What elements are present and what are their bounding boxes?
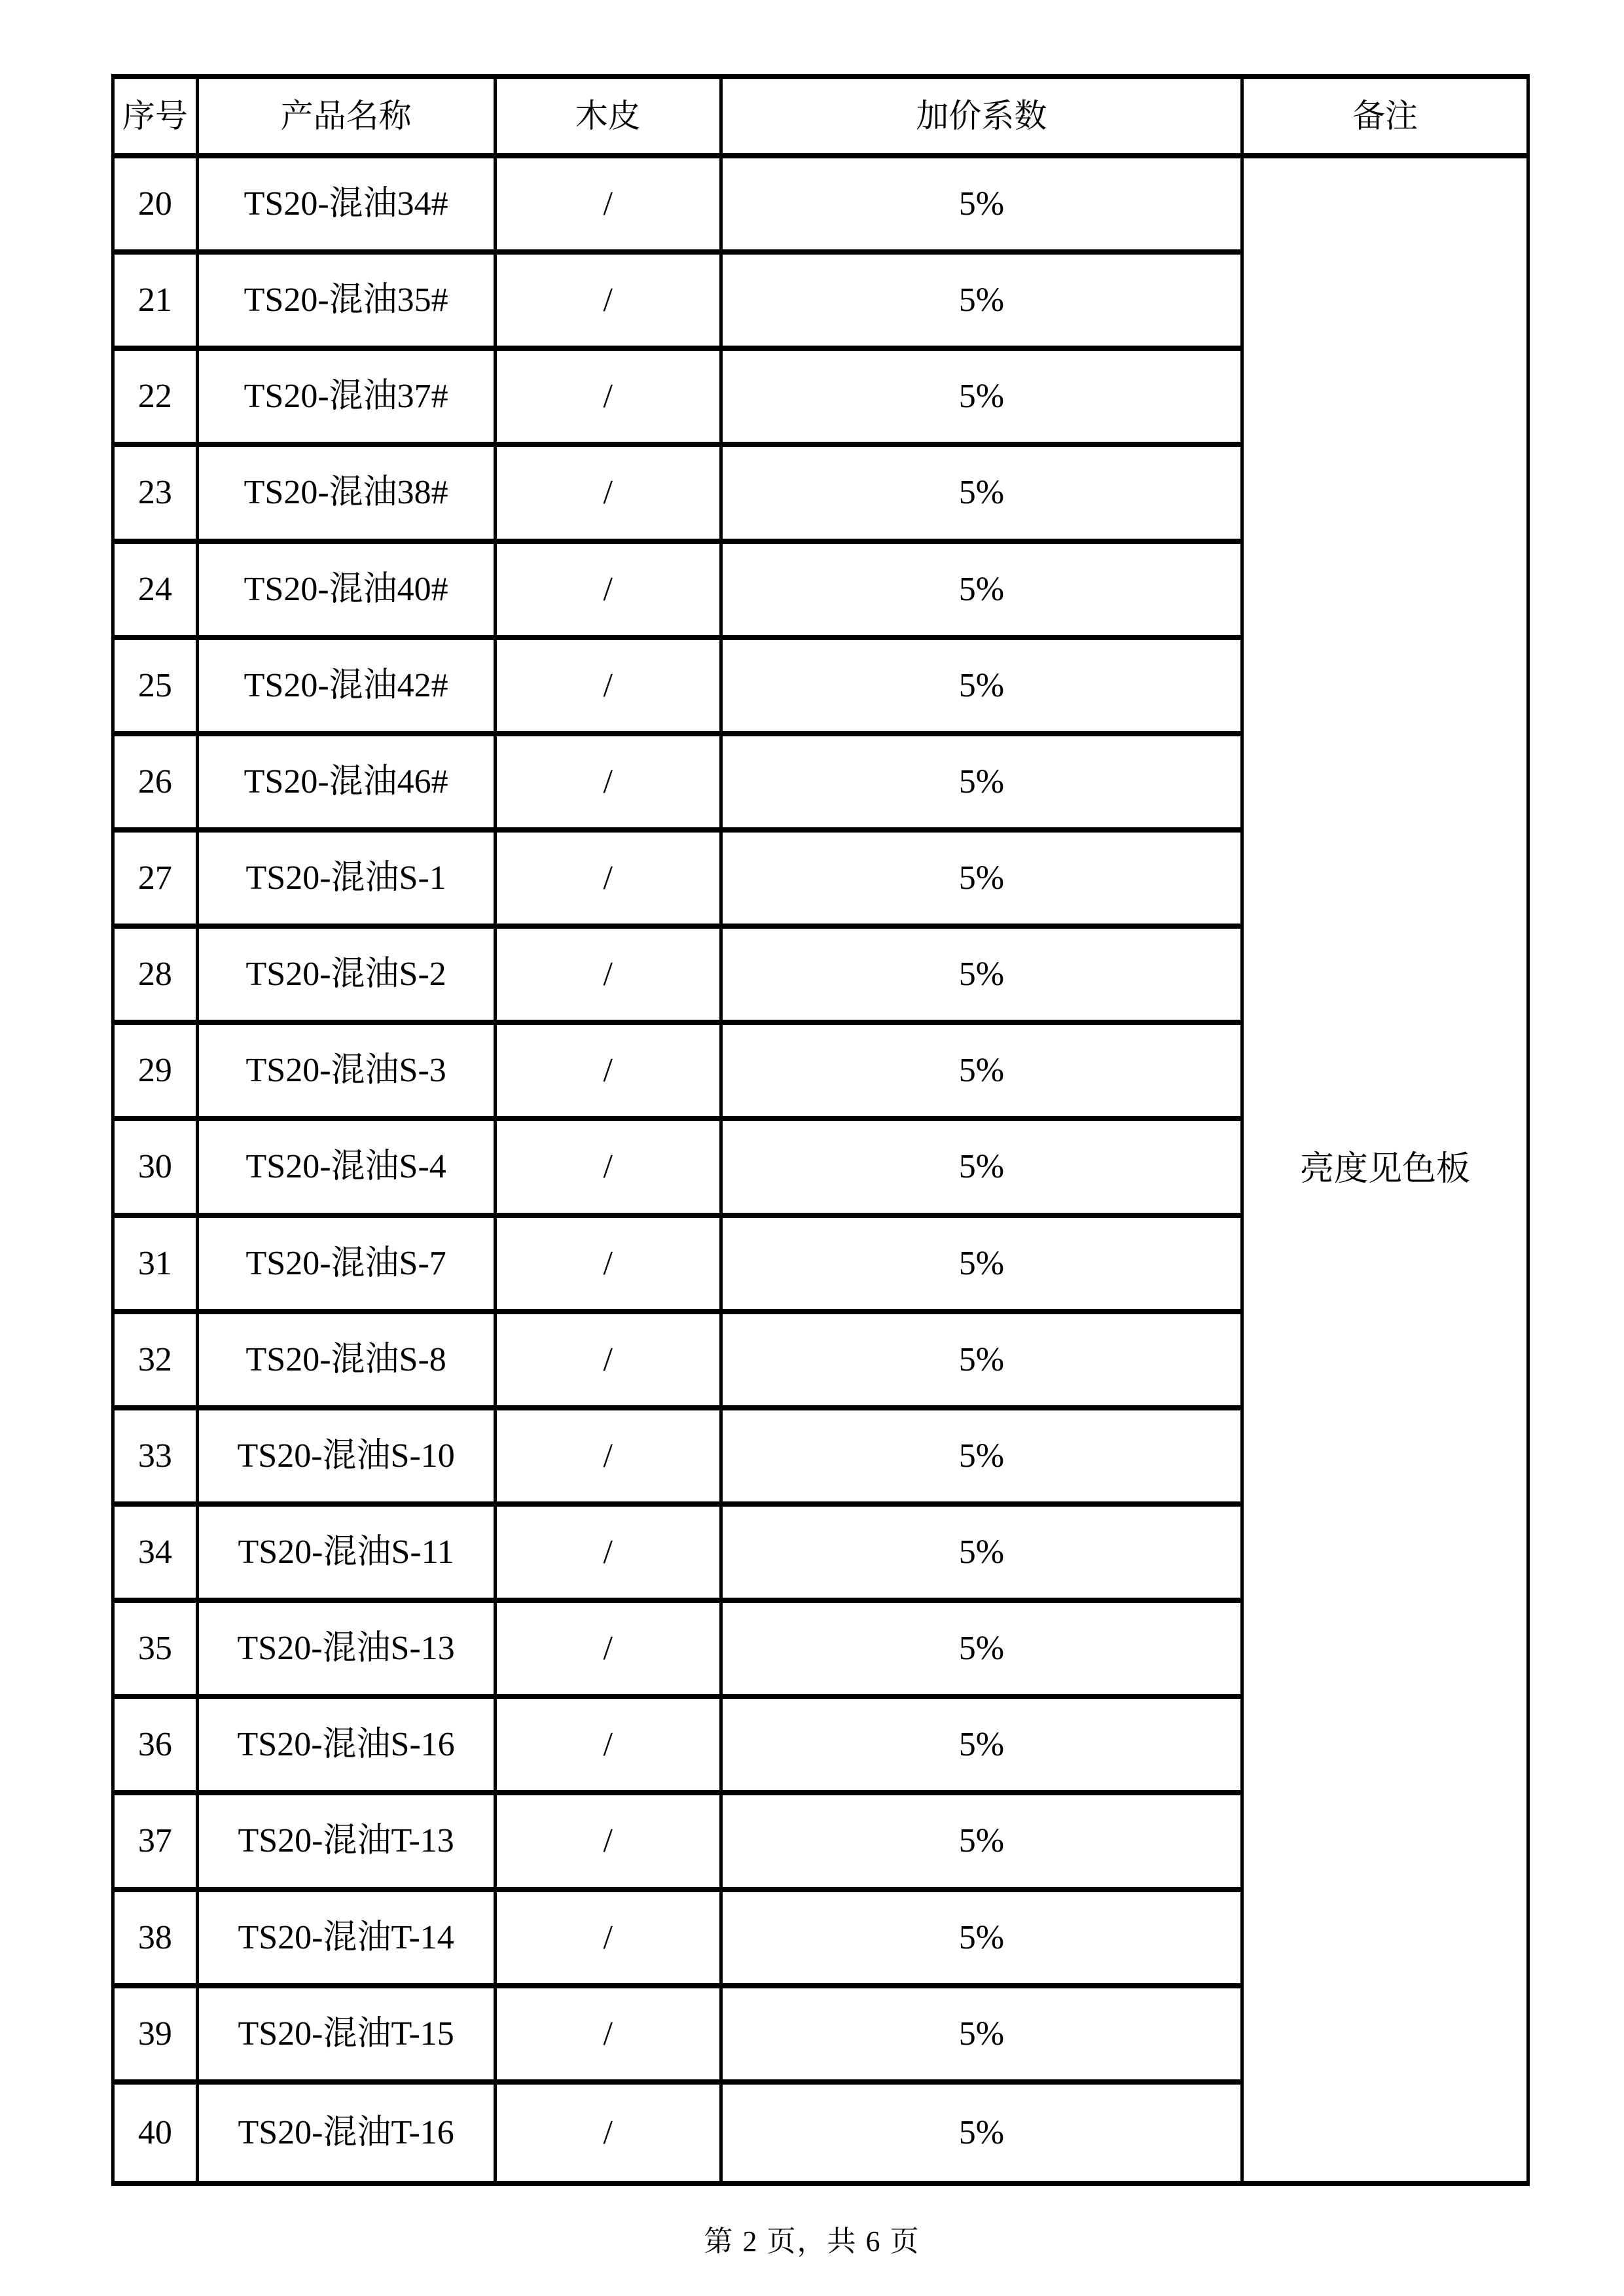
markup-cell: 5%	[723, 1892, 1244, 1988]
row-no-cell: 40	[115, 2085, 199, 2181]
markup-cell: 5%	[723, 1699, 1244, 1795]
product-name-cell: TS20-混油37#	[199, 351, 497, 447]
veneer-cell: /	[497, 1507, 723, 1603]
product-name-cell: TS20-混油S-1	[199, 833, 497, 929]
markup-cell: 5%	[723, 1121, 1244, 1217]
veneer-cell: /	[497, 833, 723, 929]
veneer-cell: /	[497, 1218, 723, 1314]
row-no-cell: 23	[115, 447, 199, 543]
col-header-index: 序号	[115, 79, 199, 158]
markup-cell: 5%	[723, 929, 1244, 1025]
row-no-cell: 27	[115, 833, 199, 929]
col-header-product-name: 产品名称	[199, 79, 497, 158]
col-header-remark: 备注	[1244, 79, 1526, 158]
row-no-cell: 34	[115, 1507, 199, 1603]
product-name-cell: TS20-混油S-3	[199, 1025, 497, 1121]
markup-cell: 5%	[723, 1795, 1244, 1892]
product-name-cell: TS20-混油35#	[199, 255, 497, 351]
veneer-cell: /	[497, 1121, 723, 1217]
product-name-cell: TS20-混油S-8	[199, 1314, 497, 1410]
markup-cell: 5%	[723, 158, 1244, 255]
veneer-cell: /	[497, 255, 723, 351]
markup-cell: 5%	[723, 1603, 1244, 1699]
markup-cell: 5%	[723, 833, 1244, 929]
product-name-cell: TS20-混油46#	[199, 736, 497, 833]
col-header-markup-factor: 加价系数	[723, 79, 1244, 158]
veneer-cell: /	[497, 640, 723, 736]
col-header-veneer: 木皮	[497, 79, 723, 158]
product-name-cell: TS20-混油42#	[199, 640, 497, 736]
row-no-cell: 22	[115, 351, 199, 447]
product-name-cell: TS20-混油T-13	[199, 1795, 497, 1892]
markup-cell: 5%	[723, 1218, 1244, 1314]
row-no-cell: 21	[115, 255, 199, 351]
price-table	[111, 74, 1530, 2186]
row-no-cell: 35	[115, 1603, 199, 1699]
veneer-cell: /	[497, 929, 723, 1025]
product-name-cell: TS20-混油38#	[199, 447, 497, 543]
product-name-cell: TS20-混油40#	[199, 544, 497, 640]
row-no-cell: 20	[115, 158, 199, 255]
row-no-cell: 32	[115, 1314, 199, 1410]
row-no-cell: 33	[115, 1410, 199, 1507]
markup-cell: 5%	[723, 447, 1244, 543]
veneer-cell: /	[497, 1314, 723, 1410]
markup-cell: 5%	[723, 1410, 1244, 1507]
veneer-cell: /	[497, 1795, 723, 1892]
row-no-cell: 39	[115, 1988, 199, 2085]
product-name-cell: TS20-混油T-14	[199, 1892, 497, 1988]
markup-cell: 5%	[723, 255, 1244, 351]
row-no-cell: 29	[115, 1025, 199, 1121]
row-no-cell: 36	[115, 1699, 199, 1795]
row-no-cell: 25	[115, 640, 199, 736]
markup-cell: 5%	[723, 351, 1244, 447]
product-name-cell: TS20-混油T-15	[199, 1988, 497, 2085]
veneer-cell: /	[497, 447, 723, 543]
row-no-cell: 37	[115, 1795, 199, 1892]
markup-cell: 5%	[723, 736, 1244, 833]
product-name-cell: TS20-混油S-10	[199, 1410, 497, 1507]
product-name-cell: TS20-混油S-16	[199, 1699, 497, 1795]
markup-cell: 5%	[723, 544, 1244, 640]
veneer-cell: /	[497, 736, 723, 833]
markup-cell: 5%	[723, 1507, 1244, 1603]
row-no-cell: 28	[115, 929, 199, 1025]
product-name-cell: TS20-混油S-11	[199, 1507, 497, 1603]
product-name-cell: TS20-混油S-13	[199, 1603, 497, 1699]
markup-cell: 5%	[723, 1314, 1244, 1410]
veneer-cell: /	[497, 1603, 723, 1699]
markup-cell: 5%	[723, 640, 1244, 736]
veneer-cell: /	[497, 1410, 723, 1507]
page-footer: 第 2 页，共 6 页	[704, 2225, 920, 2257]
veneer-cell: /	[497, 1025, 723, 1121]
markup-cell: 5%	[723, 2085, 1244, 2181]
row-no-cell: 30	[115, 1121, 199, 1217]
veneer-cell: /	[497, 2085, 723, 2181]
veneer-cell: /	[497, 351, 723, 447]
markup-cell: 5%	[723, 1025, 1244, 1121]
veneer-cell: /	[497, 544, 723, 640]
product-name-cell: TS20-混油34#	[199, 158, 497, 255]
remark-cell: 亮度见色板	[1299, 1151, 1470, 1189]
product-name-cell: TS20-混油S-4	[199, 1121, 497, 1217]
veneer-cell: /	[497, 158, 723, 255]
product-name-cell: TS20-混油T-16	[199, 2085, 497, 2181]
markup-cell: 5%	[723, 1988, 1244, 2085]
product-name-cell: TS20-混油S-2	[199, 929, 497, 1025]
row-no-cell: 24	[115, 544, 199, 640]
veneer-cell: /	[497, 1699, 723, 1795]
product-name-cell: TS20-混油S-7	[199, 1218, 497, 1314]
veneer-cell: /	[497, 1892, 723, 1988]
row-no-cell: 26	[115, 736, 199, 833]
row-no-cell: 38	[115, 1892, 199, 1988]
row-no-cell: 31	[115, 1218, 199, 1314]
veneer-cell: /	[497, 1988, 723, 2085]
